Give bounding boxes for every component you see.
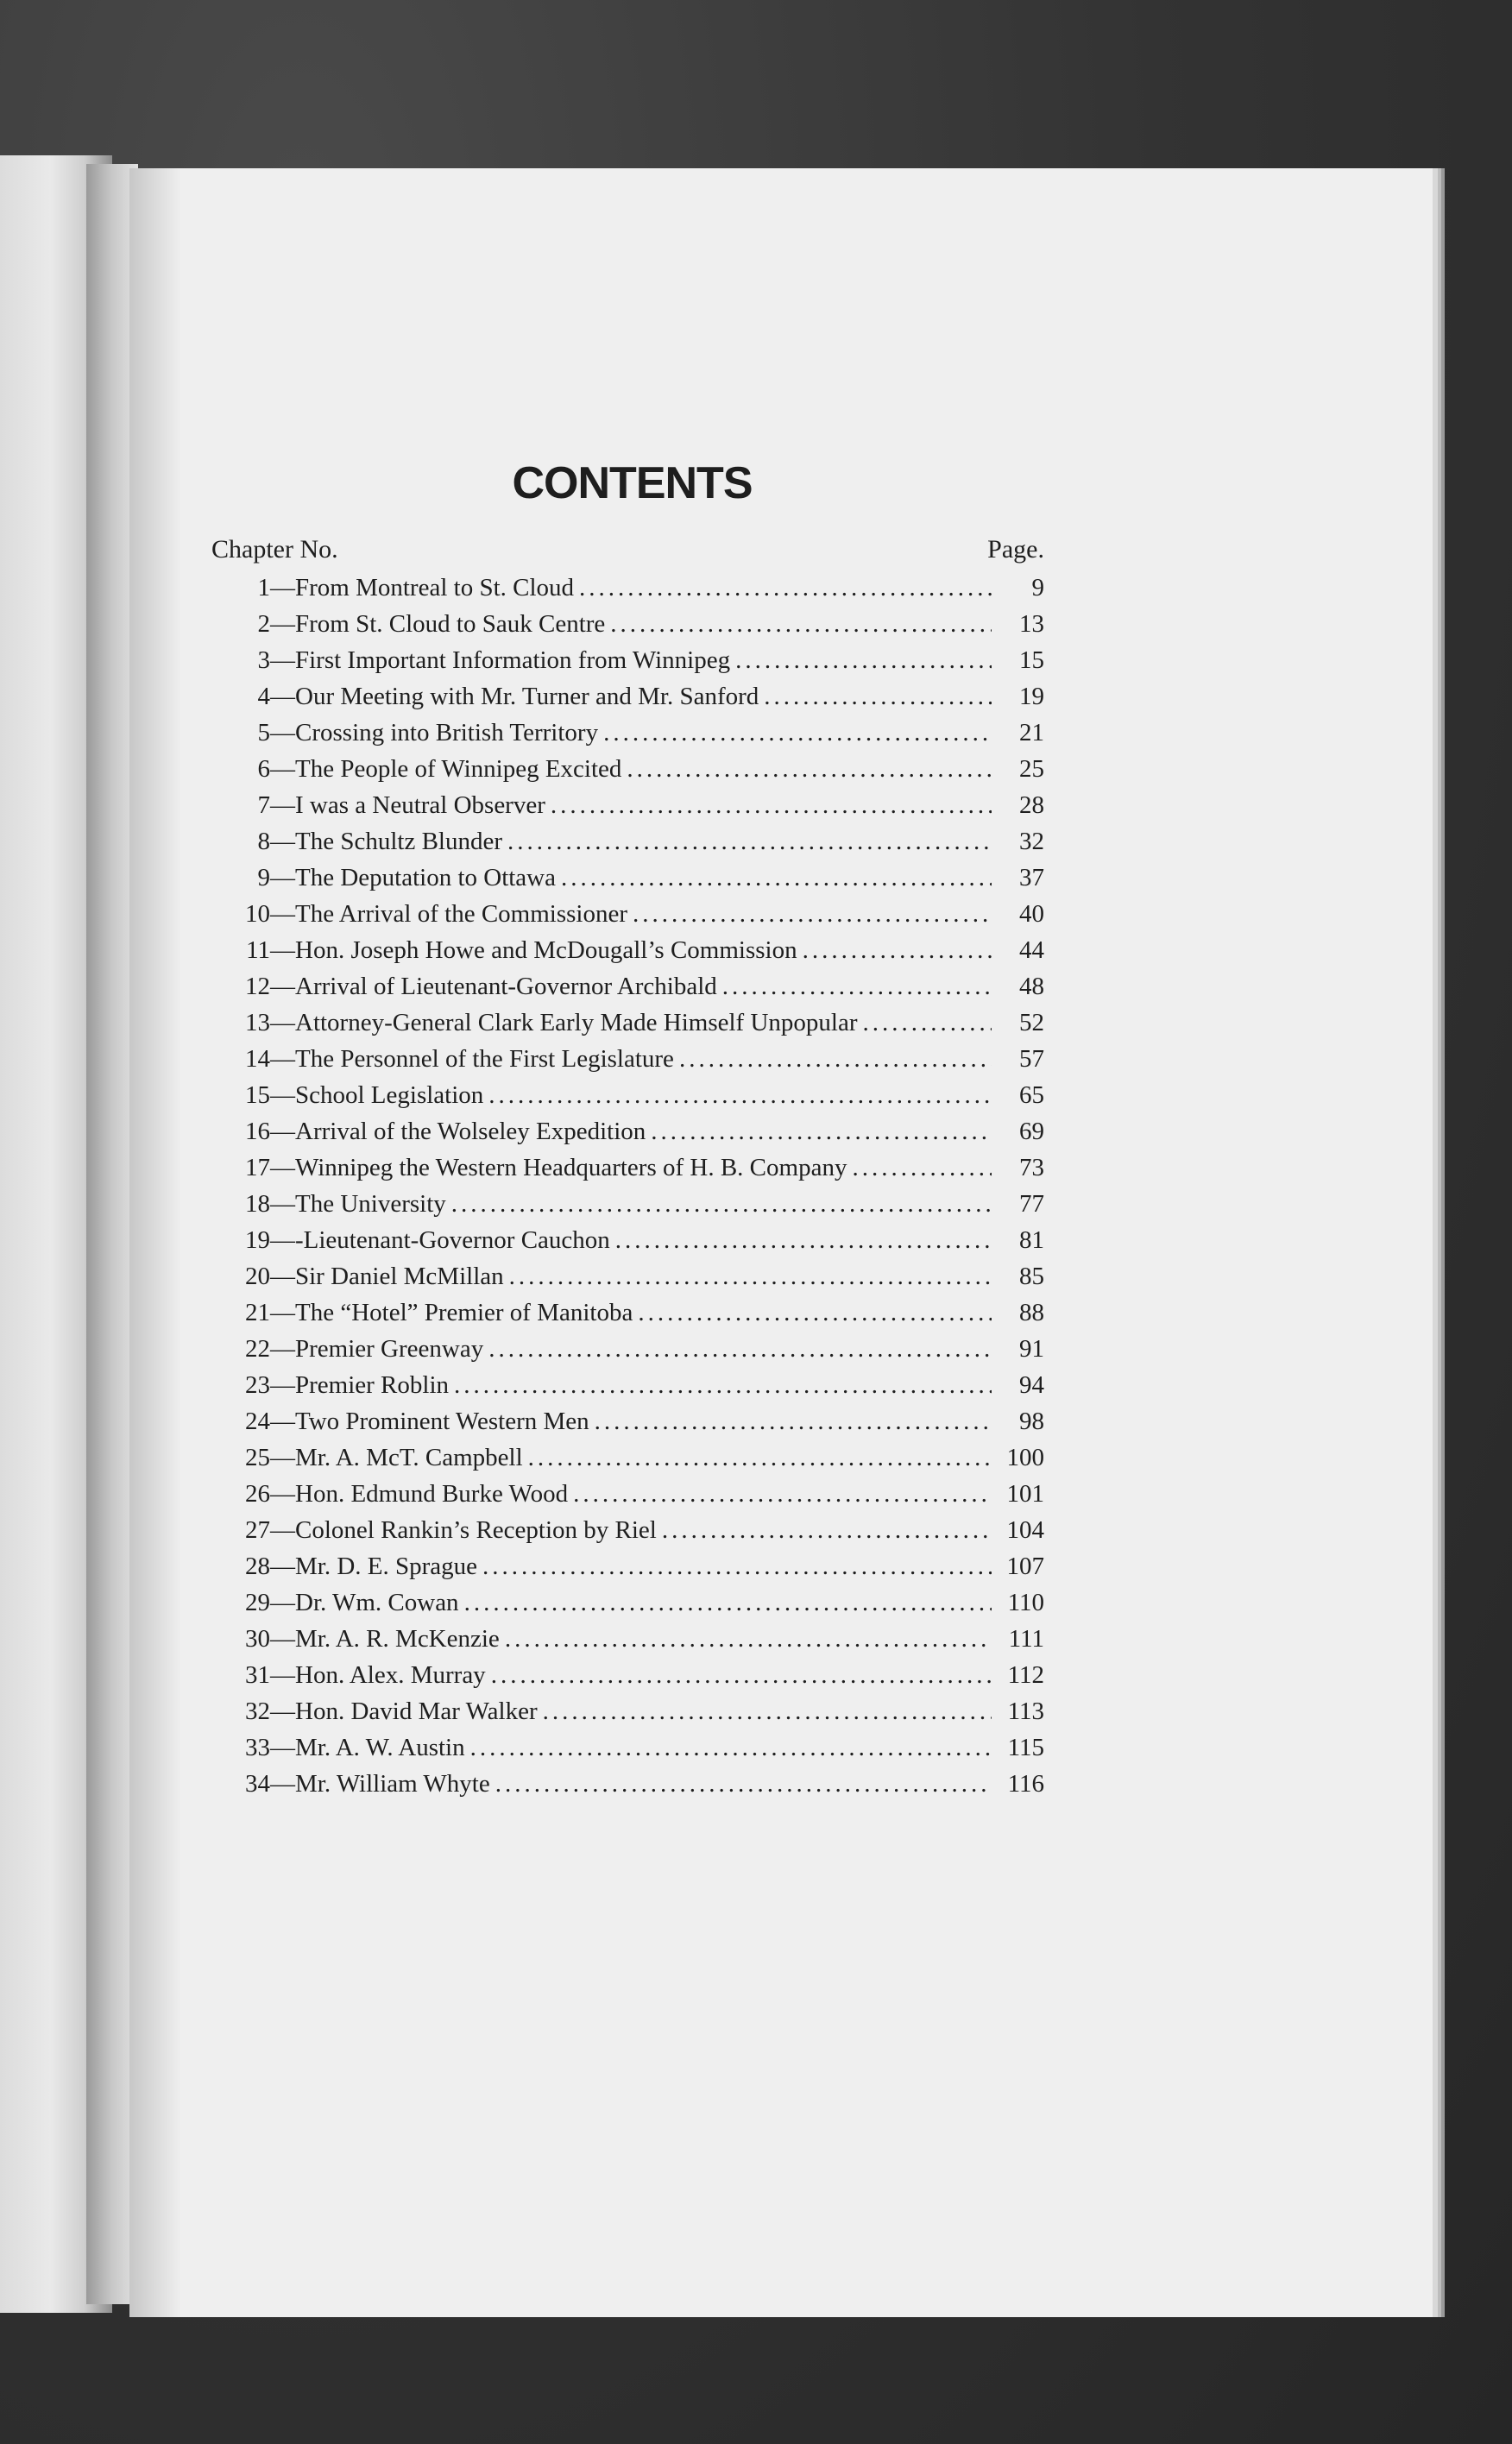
chapter-title: The Arrival of the Commissioner	[295, 900, 627, 928]
chapter-number: 3	[257, 646, 270, 674]
dash-separator: —	[270, 1408, 295, 1435]
page-number: 32	[1019, 828, 1044, 855]
contents-entry	[211, 1150, 1044, 1186]
chapter-number: 25	[245, 1444, 270, 1471]
dot-leader	[491, 1657, 992, 1693]
page-number: 19	[1019, 683, 1044, 710]
page-number: 91	[1019, 1335, 1044, 1363]
dash-separator: —	[270, 1589, 295, 1616]
dot-leader	[852, 1150, 992, 1186]
chapter-column-label: Chapter No.	[211, 535, 338, 564]
chapter-number: 26	[245, 1480, 270, 1508]
page-number: 107	[1006, 1553, 1044, 1580]
page-number: 21	[1019, 719, 1044, 746]
dot-leader	[638, 1294, 992, 1331]
contents-entry	[211, 1439, 1044, 1476]
page-number: 57	[1019, 1045, 1044, 1073]
chapter-title: From Montreal to St. Cloud	[295, 574, 575, 602]
chapter-title: I was a Neutral Observer	[295, 791, 545, 819]
dot-leader	[633, 896, 992, 932]
chapter-number: 27	[245, 1516, 270, 1544]
dash-separator: —	[270, 719, 295, 746]
contents-list	[211, 570, 1044, 1802]
dot-leader	[505, 1621, 992, 1657]
page-number: 48	[1019, 973, 1044, 1000]
chapter-title: Premier Greenway	[295, 1335, 484, 1363]
book-page	[129, 168, 1433, 2317]
dash-separator: —	[270, 1770, 295, 1798]
dot-leader	[627, 751, 992, 787]
chapter-title: First Important Information from Winnipeg	[295, 646, 731, 674]
contents-entry	[211, 1512, 1044, 1548]
chapter-title: Mr. D. E. Sprague	[295, 1553, 478, 1580]
page-column-label: Page.	[987, 535, 1044, 564]
page-number: 94	[1019, 1371, 1044, 1399]
contents-entry	[211, 1621, 1044, 1657]
dash-separator: —	[270, 1335, 295, 1363]
dash-separator: —	[270, 1299, 295, 1326]
page-number: 104	[1006, 1516, 1044, 1544]
page-number: 115	[1007, 1734, 1044, 1761]
dash-separator: —	[270, 1226, 295, 1254]
chapter-title: The Deputation to Ottawa	[295, 864, 556, 891]
contents-entry	[211, 1113, 1044, 1150]
dot-leader	[451, 1186, 992, 1222]
chapter-number: 24	[245, 1408, 270, 1435]
chapter-number: 13	[245, 1009, 270, 1036]
contents-entry	[211, 1766, 1044, 1802]
page-number: 101	[1006, 1480, 1044, 1508]
chapter-number: 16	[245, 1118, 270, 1145]
page-number: 13	[1019, 610, 1044, 638]
chapter-number: 4	[257, 683, 270, 710]
dash-separator: —	[270, 574, 295, 602]
chapter-number: 2	[257, 610, 270, 638]
chapter-number: 30	[245, 1625, 270, 1653]
page-number: 28	[1019, 791, 1044, 819]
dot-leader	[722, 968, 992, 1005]
contents-entry	[211, 1367, 1044, 1403]
chapter-title: Attorney-General Clark Early Made Himself Unpopular	[295, 1009, 858, 1036]
page-number: 15	[1019, 646, 1044, 674]
contents-entry	[211, 715, 1044, 751]
contents-entry	[211, 570, 1044, 606]
dot-leader	[470, 1729, 992, 1766]
contents-entry	[211, 823, 1044, 860]
dot-leader	[651, 1113, 992, 1150]
contents-entry	[211, 896, 1044, 932]
chapter-number: 14	[245, 1045, 270, 1073]
dot-leader	[610, 606, 992, 642]
contents-entry	[211, 1548, 1044, 1584]
dot-leader	[488, 1331, 992, 1367]
dot-leader	[579, 570, 992, 606]
dash-separator: —	[270, 791, 295, 819]
dash-separator: —	[270, 1081, 295, 1109]
chapter-number: 33	[245, 1734, 270, 1761]
chapter-title: Mr. William Whyte	[295, 1770, 490, 1798]
page-number: 77	[1019, 1190, 1044, 1218]
chapter-number: 31	[245, 1661, 270, 1689]
contents-entry	[211, 1077, 1044, 1113]
dot-leader	[735, 642, 992, 678]
dash-separator: —	[270, 1371, 295, 1399]
page-number: 113	[1007, 1698, 1044, 1725]
dot-leader	[454, 1367, 992, 1403]
contents-entry	[211, 787, 1044, 823]
dot-leader	[679, 1041, 992, 1077]
chapter-title: Our Meeting with Mr. Turner and Mr. Sanford	[295, 683, 759, 710]
chapter-title: Winnipeg the Western Headquarters of H. B. Company	[295, 1154, 847, 1181]
chapter-title: Arrival of the Wolseley Expedition	[295, 1118, 646, 1145]
page-number: 111	[1008, 1625, 1044, 1653]
dash-separator: —	[270, 973, 295, 1000]
page-number: 65	[1019, 1081, 1044, 1109]
dot-leader	[528, 1439, 992, 1476]
dash-separator: —	[270, 1045, 295, 1073]
contents-entry	[211, 1693, 1044, 1729]
chapter-number: 21	[245, 1299, 270, 1326]
chapter-title: The Personnel of the First Legislature	[295, 1045, 674, 1073]
contents-section	[211, 457, 1044, 1802]
chapter-number: 32	[245, 1698, 270, 1725]
dot-leader	[662, 1512, 992, 1548]
page-number: 98	[1019, 1408, 1044, 1435]
dot-leader	[561, 860, 992, 896]
chapter-title: Sir Daniel McMillan	[295, 1263, 504, 1290]
dash-separator: —	[270, 1263, 295, 1290]
dot-leader	[495, 1766, 992, 1802]
chapter-title: Hon. Edmund Burke Wood	[295, 1480, 569, 1508]
dot-leader	[543, 1693, 992, 1729]
chapter-title: Two Prominent Western Men	[295, 1408, 589, 1435]
dot-leader	[615, 1222, 992, 1258]
chapter-title: The University	[295, 1190, 446, 1218]
dot-leader	[464, 1584, 992, 1621]
contents-entry	[211, 1584, 1044, 1621]
contents-entry	[211, 606, 1044, 642]
contents-entry	[211, 1258, 1044, 1294]
chapter-title: Hon. Joseph Howe and McDougall’s Commission	[295, 936, 797, 964]
contents-entry	[211, 1041, 1044, 1077]
chapter-title: -Lieutenant-Governor Cauchon	[295, 1226, 610, 1254]
chapter-title: Arrival of Lieutenant-Governor Archibald	[295, 973, 717, 1000]
page-number: 73	[1019, 1154, 1044, 1181]
dot-leader	[595, 1403, 992, 1439]
dash-separator: —	[270, 900, 295, 928]
dash-separator: —	[270, 1480, 295, 1508]
dash-separator: —	[270, 864, 295, 891]
chapter-title: Crossing into British Territory	[295, 719, 599, 746]
chapter-title: School Legislation	[295, 1081, 484, 1109]
chapter-number: 20	[245, 1263, 270, 1290]
chapter-number: 22	[245, 1335, 270, 1363]
contents-entry	[211, 642, 1044, 678]
contents-entry	[211, 678, 1044, 715]
contents-entry	[211, 1222, 1044, 1258]
page-number: 110	[1007, 1589, 1044, 1616]
dash-separator: —	[270, 1553, 295, 1580]
chapter-number: 15	[245, 1081, 270, 1109]
page-number: 52	[1019, 1009, 1044, 1036]
page-number: 85	[1019, 1263, 1044, 1290]
chapter-title: The People of Winnipeg Excited	[295, 755, 622, 783]
gutter-shade	[129, 168, 181, 2317]
dash-separator: —	[270, 1154, 295, 1181]
chapter-number: 18	[245, 1190, 270, 1218]
chapter-number: 17	[245, 1154, 270, 1181]
contents-entry	[211, 1186, 1044, 1222]
dot-leader	[573, 1476, 992, 1512]
dash-separator: —	[270, 755, 295, 783]
dot-leader	[507, 823, 992, 860]
dash-separator: —	[270, 936, 295, 964]
chapter-number: 6	[257, 755, 270, 783]
chapter-title: The Schultz Blunder	[295, 828, 503, 855]
contents-entry	[211, 860, 1044, 896]
contents-header	[211, 535, 1044, 564]
chapter-number: 8	[257, 828, 270, 855]
dash-separator: —	[270, 1009, 295, 1036]
chapter-title: Dr. Wm. Cowan	[295, 1589, 459, 1616]
dash-separator: —	[270, 683, 295, 710]
page-number: 112	[1007, 1661, 1044, 1689]
dash-separator: —	[270, 1734, 295, 1761]
dot-leader	[509, 1258, 992, 1294]
contents-entry	[211, 1005, 1044, 1041]
chapter-number: 11	[246, 936, 270, 964]
dot-leader	[488, 1077, 992, 1113]
chapter-number: 34	[245, 1770, 270, 1798]
page-number: 69	[1019, 1118, 1044, 1145]
chapter-title: Hon. David Mar Walker	[295, 1698, 538, 1725]
dash-separator: —	[270, 1698, 295, 1725]
dot-leader	[482, 1548, 992, 1584]
contents-entry	[211, 1657, 1044, 1693]
dot-leader	[862, 1005, 992, 1041]
chapter-title: Mr. A. McT. Campbell	[295, 1444, 523, 1471]
chapter-title: Colonel Rankin’s Reception by Riel	[295, 1516, 657, 1544]
contents-entry	[211, 1476, 1044, 1512]
contents-entry	[211, 1403, 1044, 1439]
dash-separator: —	[270, 1118, 295, 1145]
page-number: 37	[1019, 864, 1044, 891]
chapter-number: 9	[257, 864, 270, 891]
chapter-number: 28	[245, 1553, 270, 1580]
dot-leader	[551, 787, 992, 823]
chapter-number: 29	[245, 1589, 270, 1616]
chapter-title: The “Hotel” Premier of Manitoba	[295, 1299, 633, 1326]
contents-entry	[211, 932, 1044, 968]
page-number: 44	[1019, 936, 1044, 964]
page-number: 40	[1019, 900, 1044, 928]
contents-entry	[211, 968, 1044, 1005]
chapter-title: Mr. A. W. Austin	[295, 1734, 465, 1761]
chapter-number: 5	[257, 719, 270, 746]
dash-separator: —	[270, 828, 295, 855]
contents-entry	[211, 1294, 1044, 1331]
dot-leader	[603, 715, 992, 751]
chapter-number: 7	[257, 791, 270, 819]
page-number: 9	[1031, 574, 1044, 602]
contents-entry	[211, 751, 1044, 787]
contents-entry	[211, 1331, 1044, 1367]
chapter-title: Mr. A. R. McKenzie	[295, 1625, 500, 1653]
chapter-number: 19	[245, 1226, 270, 1254]
chapter-title: Premier Roblin	[295, 1371, 450, 1399]
page-number: 88	[1019, 1299, 1044, 1326]
page-number: 100	[1006, 1444, 1044, 1471]
chapter-number: 10	[245, 900, 270, 928]
page-number: 81	[1019, 1226, 1044, 1254]
chapter-number: 12	[245, 973, 270, 1000]
chapter-title: From St. Cloud to Sauk Centre	[295, 610, 606, 638]
page-number: 116	[1007, 1770, 1044, 1798]
dash-separator: —	[270, 1444, 295, 1471]
dash-separator: —	[270, 1190, 295, 1218]
chapter-number: 1	[257, 574, 270, 602]
chapter-number: 23	[245, 1371, 270, 1399]
page-title: CONTENTS	[512, 458, 753, 508]
chapter-title: Hon. Alex. Murray	[295, 1661, 486, 1689]
dash-separator: —	[270, 1625, 295, 1653]
dash-separator: —	[270, 1661, 295, 1689]
dot-leader	[803, 932, 992, 968]
dash-separator: —	[270, 1516, 295, 1544]
contents-entry	[211, 1729, 1044, 1766]
dot-leader	[764, 678, 992, 715]
page-number: 25	[1019, 755, 1044, 783]
dash-separator: —	[270, 646, 295, 674]
dash-separator: —	[270, 610, 295, 638]
